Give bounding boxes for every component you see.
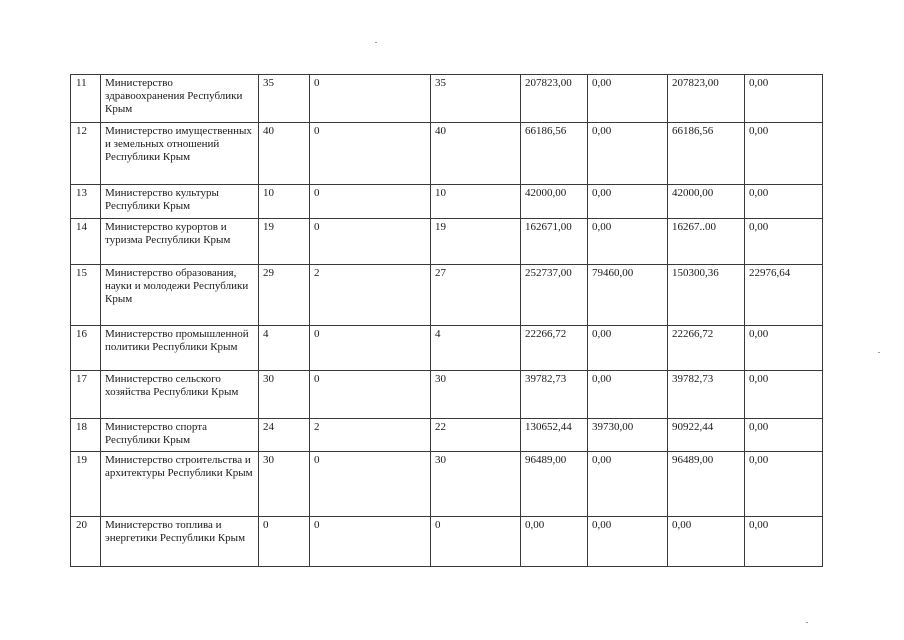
cell-col2: 0 — [310, 123, 431, 185]
cell-col1: 29 — [259, 265, 310, 326]
cell-col5: 0,00 — [588, 185, 668, 219]
row-number: 14 — [71, 219, 101, 265]
cell-col4: 66186,56 — [521, 123, 588, 185]
cell-col6: 207823,00 — [668, 75, 745, 123]
table-row — [71, 219, 823, 265]
cell-col6: 96489,00 — [668, 452, 745, 517]
cell-col7: 0,00 — [745, 219, 823, 265]
cell-col1: 24 — [259, 419, 310, 452]
table-row — [71, 371, 823, 419]
cell-col1: 35 — [259, 75, 310, 123]
cell-col6: 39782,73 — [668, 371, 745, 419]
cell-col7: 0,00 — [745, 123, 823, 185]
table-row — [71, 185, 823, 219]
cell-col3: 30 — [431, 371, 521, 419]
cell-col3: 0 — [431, 517, 521, 567]
ministry-name: Министерство строительства и архитектуры Республики Крым — [101, 452, 259, 517]
row-number: 19 — [71, 452, 101, 517]
cell-col2: 0 — [310, 75, 431, 123]
cell-col3: 27 — [431, 265, 521, 326]
cell-col7: 0,00 — [745, 517, 823, 567]
cell-col7: 0,00 — [745, 419, 823, 452]
cell-col2: 0 — [310, 219, 431, 265]
cell-col4: 207823,00 — [521, 75, 588, 123]
cell-col3: 10 — [431, 185, 521, 219]
cell-col4: 0,00 — [521, 517, 588, 567]
cell-col5: 79460,00 — [588, 265, 668, 326]
row-number: 18 — [71, 419, 101, 452]
ministry-name: Министерство здравоохранения Республики Крым — [101, 75, 259, 123]
cell-col3: 4 — [431, 326, 521, 371]
cell-col5: 0,00 — [588, 371, 668, 419]
cell-col2: 2 — [310, 265, 431, 326]
cell-col1: 40 — [259, 123, 310, 185]
cell-col2: 0 — [310, 326, 431, 371]
ministry-name: Министерство спорта Республики Крым — [101, 419, 259, 452]
cell-col6: 0,00 — [668, 517, 745, 567]
cell-col5: 0,00 — [588, 123, 668, 185]
cell-col1: 4 — [259, 326, 310, 371]
ministry-name: Министерство промышленной политики Республики Крым — [101, 326, 259, 371]
ministry-name: Министерство топлива и энергетики Республики Крым — [101, 517, 259, 567]
cell-col4: 252737,00 — [521, 265, 588, 326]
table-row — [71, 265, 823, 326]
cell-col7: 0,00 — [745, 371, 823, 419]
cell-col4: 162671,00 — [521, 219, 588, 265]
cell-col4: 22266,72 — [521, 326, 588, 371]
cell-col7: 0,00 — [745, 185, 823, 219]
cell-col1: 0 — [259, 517, 310, 567]
cell-col6: 150300,36 — [668, 265, 745, 326]
table-row — [71, 75, 823, 123]
row-number: 16 — [71, 326, 101, 371]
cell-col1: 30 — [259, 452, 310, 517]
row-number: 11 — [71, 75, 101, 123]
table-row — [71, 452, 823, 517]
cell-col6: 22266,72 — [668, 326, 745, 371]
cell-col5: 0,00 — [588, 326, 668, 371]
cell-col3: 35 — [431, 75, 521, 123]
cell-col1: 10 — [259, 185, 310, 219]
row-number: 17 — [71, 371, 101, 419]
table-row — [71, 419, 823, 452]
cell-col7: 22976,64 — [745, 265, 823, 326]
ministry-name: Министерство курортов и туризма Республики Крым — [101, 219, 259, 265]
cell-col5: 0,00 — [588, 452, 668, 517]
cell-col1: 19 — [259, 219, 310, 265]
cell-col7: 0,00 — [745, 75, 823, 123]
cell-col6: 90922,44 — [668, 419, 745, 452]
cell-col5: 0,00 — [588, 517, 668, 567]
row-number: 20 — [71, 517, 101, 567]
cell-col6: 16267..00 — [668, 219, 745, 265]
cell-col2: 2 — [310, 419, 431, 452]
table-row — [71, 517, 823, 567]
cell-col2: 0 — [310, 517, 431, 567]
cell-col5: 0,00 — [588, 75, 668, 123]
cell-col1: 30 — [259, 371, 310, 419]
table-row — [71, 123, 823, 185]
cell-col5: 0,00 — [588, 219, 668, 265]
cell-col7: 0,00 — [745, 452, 823, 517]
ministry-name: Министерство культуры Республики Крым — [101, 185, 259, 219]
ministry-name: Министерство имущественных и земельных отношений Республики Крым — [101, 123, 259, 185]
cell-col4: 130652,44 — [521, 419, 588, 452]
row-number: 13 — [71, 185, 101, 219]
cell-col6: 42000,00 — [668, 185, 745, 219]
cell-col2: 0 — [310, 371, 431, 419]
cell-col2: 0 — [310, 452, 431, 517]
ministry-name: Министерство образования, науки и молодежи Республики Крым — [101, 265, 259, 326]
cell-col7: 0,00 — [745, 326, 823, 371]
cell-col5: 39730,00 — [588, 419, 668, 452]
cell-col4: 39782,73 — [521, 371, 588, 419]
ministries-table — [70, 74, 823, 567]
cell-col2: 0 — [310, 185, 431, 219]
cell-col3: 30 — [431, 452, 521, 517]
cell-col3: 40 — [431, 123, 521, 185]
cell-col4: 42000,00 — [521, 185, 588, 219]
cell-col6: 66186,56 — [668, 123, 745, 185]
table-row — [71, 326, 823, 371]
cell-col3: 19 — [431, 219, 521, 265]
ministry-name: Министерство сельского хозяйства Республики Крым — [101, 371, 259, 419]
row-number: 12 — [71, 123, 101, 185]
row-number: 15 — [71, 265, 101, 326]
cell-col4: 96489,00 — [521, 452, 588, 517]
cell-col3: 22 — [431, 419, 521, 452]
